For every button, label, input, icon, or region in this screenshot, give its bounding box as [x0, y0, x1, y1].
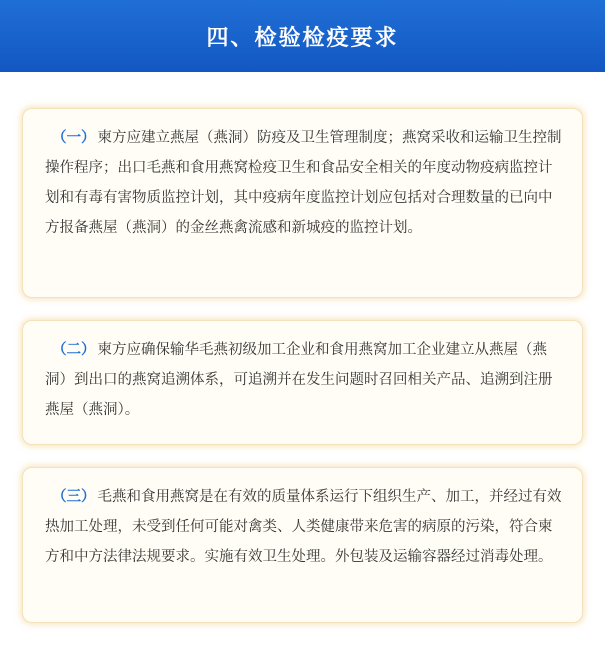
sections-container	[0, 72, 605, 623]
section-paragraph-1	[45, 123, 562, 243]
section-number-3: （三）	[52, 489, 96, 505]
section-number-1: （一）	[52, 130, 96, 146]
section-text-1: 柬方应建立燕屋（燕洞）防疫及卫生管理制度；燕窝采收和运输卫生控制操作程序；出口毛燕和食用燕窝检疫卫生和食品安全相关的年度动物疫病监控计划和有毒有害物质监控计划，其中疫病年度监控计划应包括对合理数量的已向中方报备燕屋（燕洞）的金丝燕禽流感和新城疫的监控计划。	[45, 130, 562, 236]
page-title: 四、检验检疫要求	[206, 25, 399, 51]
section-paragraph-3	[45, 482, 562, 572]
section-text-3: 毛燕和食用燕窝是在有效的质量体系运行下组织生产、加工，并经过有效热加工处理，未受到任何可能对禽类、人类健康带来危害的病原的污染，符合柬方和中方法律法规要求。实施有效卫生处理。外包装及运输容器经过消毒处理。	[45, 489, 562, 565]
section-text-2: 柬方应确保输华毛燕初级加工企业和食用燕窝加工企业建立从燕屋（燕洞）到出口的燕窝追溯体系，可追溯并在发生问题时召回相关产品、追溯到注册燕屋（燕洞）。	[45, 342, 553, 418]
section-card-3	[22, 467, 583, 623]
section-paragraph-2	[45, 335, 562, 425]
section-number-2: （二）	[52, 342, 96, 358]
section-card-1	[22, 108, 583, 298]
header-banner	[0, 0, 605, 72]
section-card-2	[22, 320, 583, 445]
